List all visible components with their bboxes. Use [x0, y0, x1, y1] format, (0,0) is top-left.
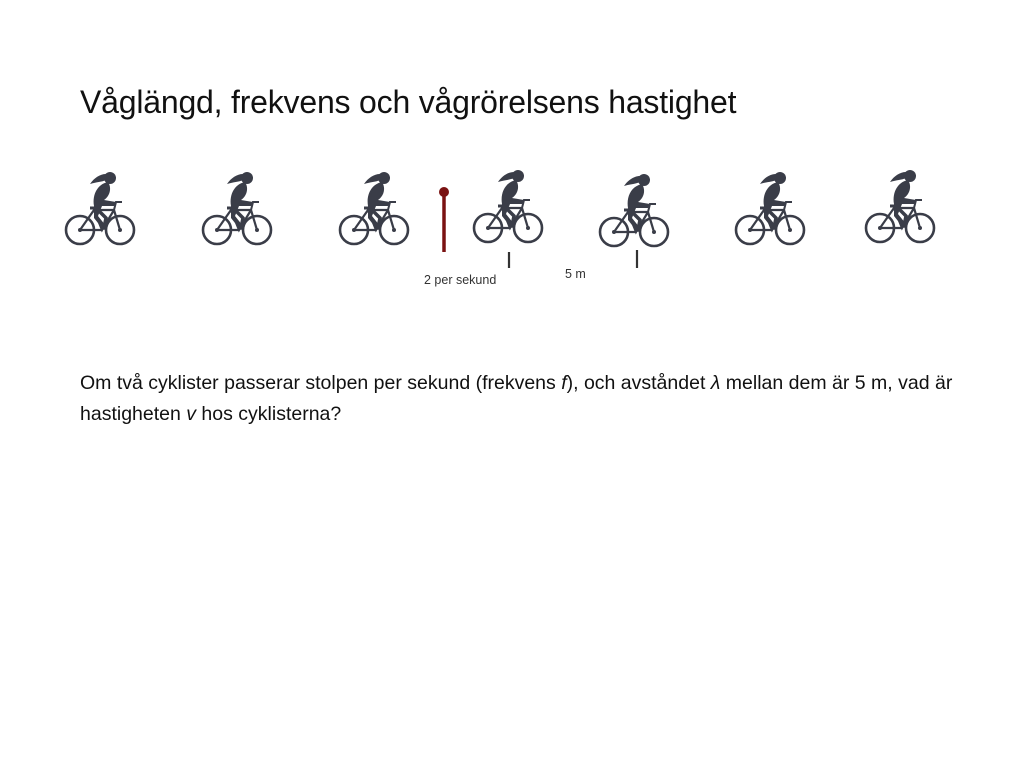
cyclist-6 — [736, 172, 804, 244]
cyclist-4 — [474, 170, 542, 242]
distance-label: 5 m — [565, 267, 586, 281]
slide-title: Våglängd, frekvens och vågrörelsens hastighet — [80, 84, 737, 120]
cyclist-diagram — [0, 170, 1024, 310]
cyclist-figure — [0, 170, 1024, 310]
symbol-velocity: v — [186, 403, 197, 425]
frequency-label: 2 per sekund — [424, 273, 497, 287]
question-part-1: Om två cyklister passerar stolpen per sekund (frekvens — [80, 372, 562, 394]
cyclist-7 — [866, 170, 934, 242]
post-icon — [439, 187, 449, 252]
cyclist-5 — [600, 174, 668, 246]
cyclist-1 — [66, 172, 134, 244]
question-text — [80, 368, 990, 430]
symbol-frequency: f — [561, 372, 567, 394]
symbol-wavelength: λ — [710, 372, 721, 394]
question-part-2: ), och avståndet — [566, 372, 711, 394]
cyclist-2 — [203, 172, 271, 244]
question-part-3: mellan dem är 5 m, vad är hastigheten — [80, 372, 953, 425]
question-part-4: hos cyklisterna? — [196, 403, 342, 425]
cyclist-3 — [340, 172, 408, 244]
